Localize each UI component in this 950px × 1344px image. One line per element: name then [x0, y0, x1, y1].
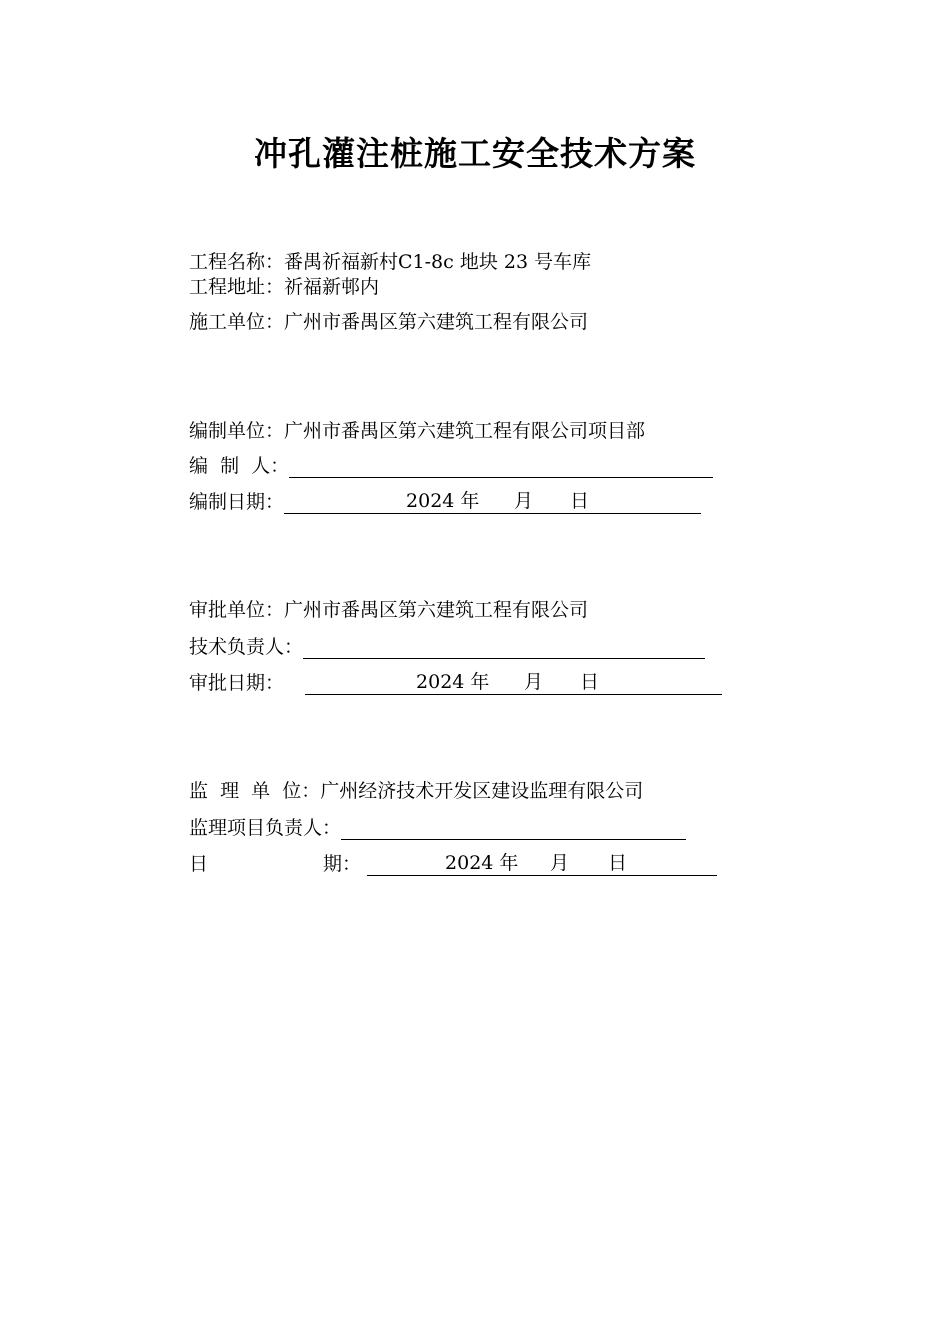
compile-date-day: 日 [570, 490, 590, 512]
compile-unit-row [189, 419, 645, 443]
supervise-unit-row [189, 779, 643, 803]
builder-label: 施工单位： [189, 311, 285, 333]
project-name-label: 工程名称： [189, 251, 285, 273]
supervise-date-label-1: 日 [189, 853, 209, 875]
compile-person-row [189, 454, 713, 478]
approve-unit-value: 广州市番禺区第六建筑工程有限公司 [284, 599, 589, 621]
builder-row [189, 310, 588, 334]
document-title: 冲孔灌注桩施工安全技术方案 [254, 134, 696, 173]
approve-date-field[interactable] [305, 672, 722, 695]
supervise-unit-label: 监 理 单 位： [189, 780, 321, 802]
approve-date-month: 月 [524, 671, 544, 693]
approve-date-label: 审批日期： [189, 672, 285, 694]
approve-date-day: 日 [580, 671, 600, 693]
compile-unit-value: 广州市番禺区第六建筑工程有限公司项目部 [284, 420, 646, 442]
supervise-person-signature-line[interactable] [341, 817, 686, 840]
compile-date-field[interactable] [284, 491, 701, 514]
compile-date-label: 编制日期： [189, 491, 285, 513]
approve-unit-label: 审批单位： [189, 599, 285, 621]
approve-person-label: 技术负责人： [189, 636, 304, 658]
supervise-date-month: 月 [550, 852, 570, 874]
project-name-value: 番禺祈福新村C1-8c 地块 23 号车库 [284, 251, 592, 273]
supervise-person-row [189, 816, 686, 840]
builder-value: 广州市番禺区第六建筑工程有限公司 [284, 311, 589, 333]
project-address-row [189, 275, 379, 299]
compile-person-signature-line[interactable] [289, 455, 713, 478]
compile-date-year: 2024 年 [406, 490, 480, 512]
project-address-value: 祈福新邨内 [284, 276, 380, 298]
approve-person-row [189, 635, 705, 659]
supervise-person-label: 监理项目负责人： [189, 817, 342, 839]
approve-date-year: 2024 年 [416, 671, 490, 693]
project-address-label: 工程地址： [189, 276, 285, 298]
approve-person-signature-line[interactable] [303, 636, 705, 659]
approve-unit-row [189, 598, 588, 622]
supervise-date-row [189, 852, 717, 876]
compile-date-month: 月 [514, 490, 534, 512]
compile-date-row [189, 490, 701, 514]
compile-person-label: 编 制 人： [189, 455, 290, 477]
supervise-date-year: 2024 年 [445, 852, 519, 874]
approve-date-row [189, 671, 722, 695]
compile-unit-label: 编制单位： [189, 420, 285, 442]
supervise-date-label-2: 期： [323, 853, 362, 875]
supervise-date-day: 日 [608, 852, 628, 874]
supervise-unit-value: 广州经济技术开发区建设监理有限公司 [320, 780, 644, 802]
project-name-row [189, 250, 591, 274]
supervise-date-field[interactable] [367, 853, 717, 876]
